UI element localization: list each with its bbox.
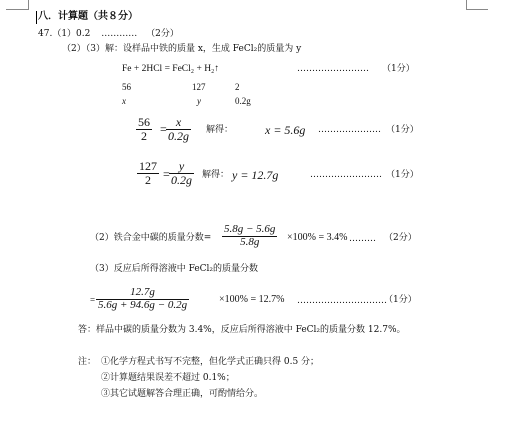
fraction-y-over-0.2g xyxy=(169,160,194,186)
numerator: 56 xyxy=(138,115,150,129)
final-answer: 答：样品中碳的质量分数为 3.4%，反应后所得溶液中 FeCl₂的质量分数 12.7%。 xyxy=(78,325,406,335)
result-x: x = 5.6g xyxy=(265,123,306,137)
carbon-result: ×100% = 3.4% xyxy=(287,232,348,243)
notes-label: 注： xyxy=(78,357,97,367)
leader-dots: ………… xyxy=(101,29,138,39)
q47-part1-answer: 47.（1）0.2 xyxy=(38,29,91,39)
leader-dots: ……… xyxy=(349,234,376,244)
denominator: 2 xyxy=(145,172,151,187)
mass-fe: 56 xyxy=(122,82,131,92)
denominator: 0.2g xyxy=(168,128,189,143)
note-item: ③其它试题解答合理正确，可酌情给分。 xyxy=(101,389,264,399)
numerator: 127 xyxy=(139,159,157,173)
page-corner-mark xyxy=(466,0,467,10)
result-y: y = 12.7g xyxy=(232,168,279,182)
leader-dots: ………………………… xyxy=(297,296,387,306)
text-cursor xyxy=(36,11,37,24)
denominator: 5.8g xyxy=(240,235,260,248)
unknown-y: y xyxy=(197,96,201,106)
fraction-56-over-2 xyxy=(136,116,152,142)
fraction-x-over-0.2g xyxy=(166,116,191,142)
leader-dots: ………………… xyxy=(318,125,381,135)
numerator: x xyxy=(175,115,182,129)
leader-dots: …………………… xyxy=(297,64,369,74)
carbon-fraction xyxy=(222,224,277,248)
q47-part23-intro: （2）（3）解：设样品中铁的质量 x，生成 FeCl₂的质量为 y xyxy=(62,44,302,54)
solve-label: 解得： xyxy=(202,170,230,180)
mass-fecl2: 127 xyxy=(192,82,206,92)
score: （1分） xyxy=(384,295,417,305)
unknown-x: x xyxy=(122,96,126,106)
numerator: y xyxy=(178,159,185,173)
carbon-fraction-label: （2）铁合金中碳的质量分数= xyxy=(90,233,212,243)
note-item: ②计算题结果误差不超过 0.1%； xyxy=(101,373,235,383)
fraction-127-over-2 xyxy=(137,160,159,186)
denominator: 0.2g xyxy=(171,172,192,187)
section-title: 八．计算题（共８分） xyxy=(38,11,138,22)
denominator: 5.6g + 94.6g − 0.2g xyxy=(98,298,188,311)
equals-sign: = xyxy=(90,295,96,305)
page-corner-mark xyxy=(466,9,488,10)
equals-sign: = xyxy=(163,167,170,181)
score: （2分） xyxy=(384,233,417,243)
chemical-equation: Fe + 2HCl = FeCl₂ + H₂↑ xyxy=(122,64,220,74)
page-corner-mark xyxy=(28,0,29,10)
mass-h2: 2 xyxy=(235,82,240,92)
numerator: 12.7g xyxy=(130,286,155,298)
solve-label: 解得： xyxy=(206,125,234,135)
fecl2-fraction xyxy=(96,287,189,311)
score: （1分） xyxy=(382,64,415,74)
mass-h2-produced: 0.2g xyxy=(235,96,251,106)
fecl2-result: ×100% = 12.7% xyxy=(219,294,285,305)
leader-dots: …………………… xyxy=(310,170,382,180)
q3-label: （3）反应后所得溶液中 FeCl₂的质量分数 xyxy=(90,264,259,274)
note-item: ①化学方程式书写不完整，但化学式正确只得 0.5 分； xyxy=(101,357,320,367)
score: （2分） xyxy=(146,29,179,39)
q47-part1 xyxy=(38,30,179,39)
score: （1分） xyxy=(386,125,419,135)
score: （1分） xyxy=(386,170,419,180)
denominator: 2 xyxy=(141,128,147,143)
equals-sign: = xyxy=(160,122,167,136)
numerator: 5.8g − 5.6g xyxy=(224,223,276,235)
page-corner-mark xyxy=(6,9,28,10)
